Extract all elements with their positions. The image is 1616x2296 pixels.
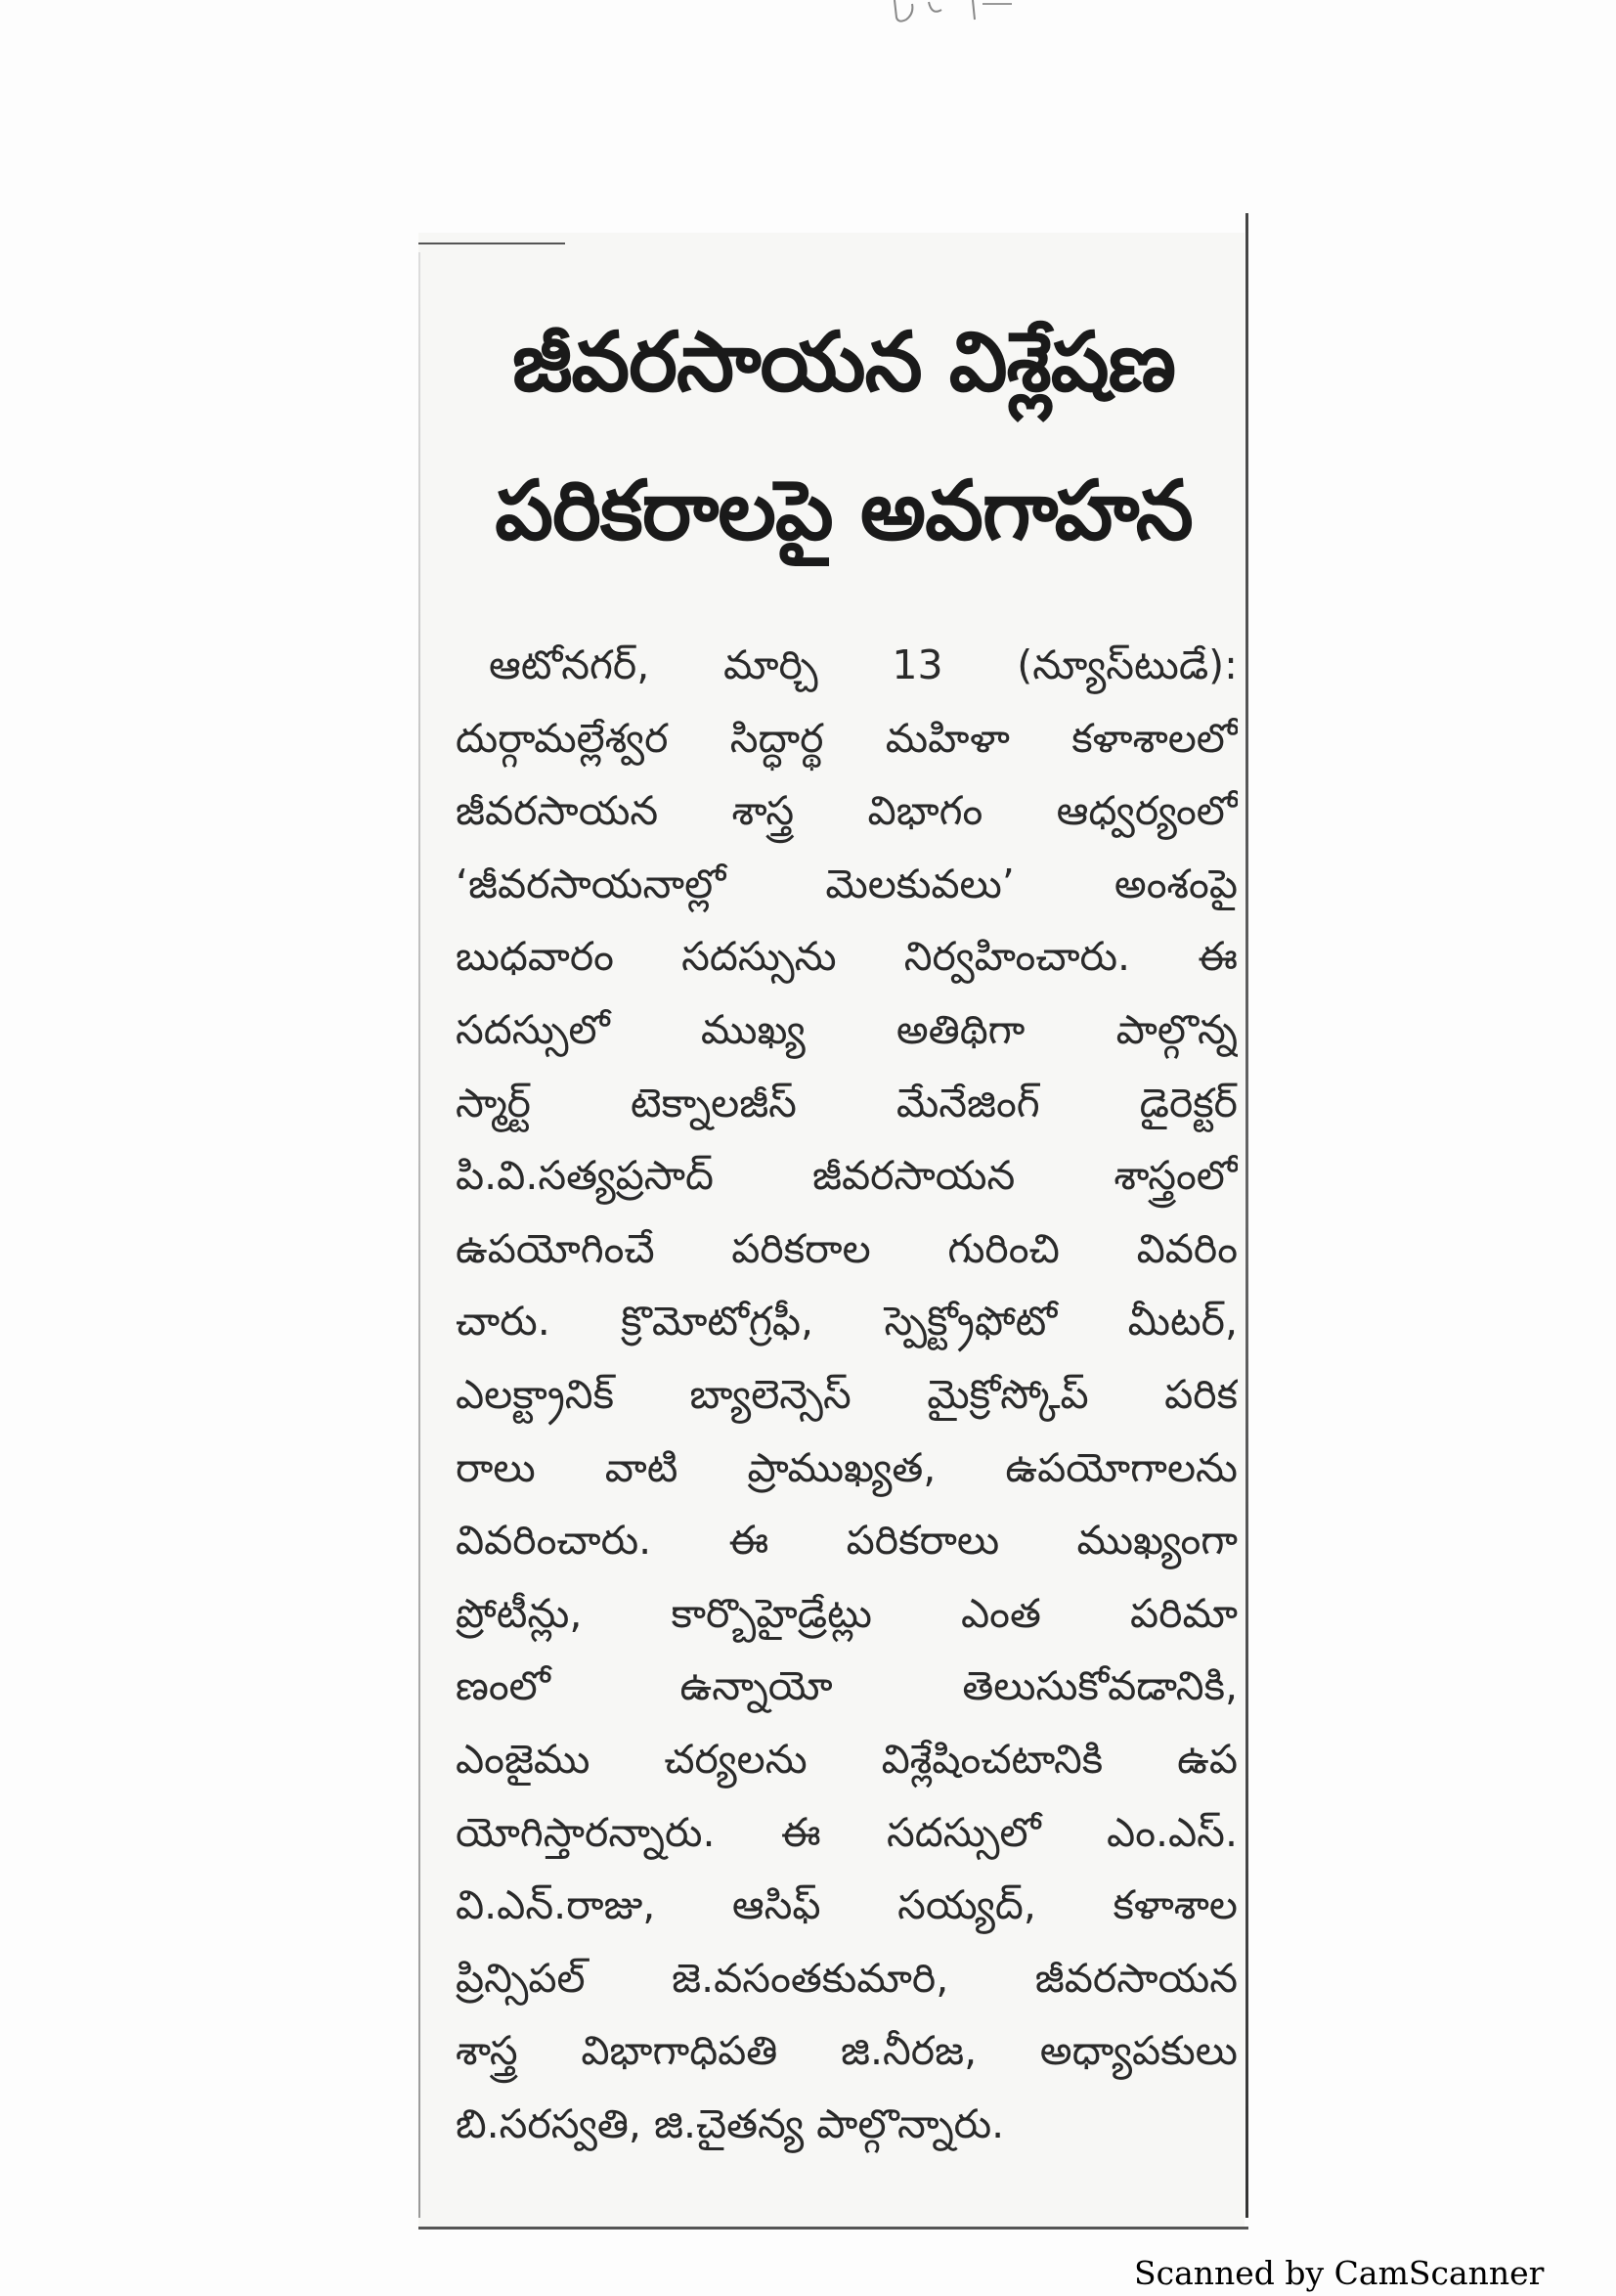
clipping-top-rule — [418, 243, 565, 244]
article-line: రాలు వాటి ప్రాముఖ్యత, ఉపయోగాలను — [456, 1443, 1238, 1491]
article-line: ‘జీవరసాయనాల్లో మెలకువలు’ అంశంపై — [456, 860, 1238, 907]
article-body — [456, 629, 1238, 2160]
article-line: జీవరసాయన శాస్త్ర విభాగం ఆధ్వర్యంలో — [456, 787, 1238, 835]
clipping-left-edge — [418, 252, 420, 2218]
article-line: ప్రోటీన్లు, కార్బొహైడ్రేట్లు ఎంత పరిమా — [456, 1589, 1238, 1637]
article-line: దుర్గామల్లేశ్వర సిద్ధార్థ మహిళా కళాశాలలో — [456, 714, 1238, 762]
clipping-bottom-edge — [418, 2227, 1248, 2230]
handwritten-mark — [885, 0, 1080, 29]
article-line: బుధవారం సదస్సును నిర్వహించారు. ఈ — [456, 933, 1238, 981]
article-line: స్మార్ట్ టెక్నాలజీస్ మేనేజింగ్ డైరెక్టర్ — [456, 1079, 1238, 1126]
article-line: యోగిస్తారన్నారు. ఈ సదస్సులో ఎం.ఎస్. — [456, 1808, 1238, 1856]
article-line: ఆటోనగర్, మార్చి 13 (న్యూస్‌టుడే): — [489, 641, 1238, 688]
article-line: వి.ఎన్.రాజు, ఆసిఫ్ సయ్యద్, కళాశాల — [456, 1881, 1238, 1929]
article-line: ఉపయోగించే పరికరాల గురించి వివరిం — [456, 1224, 1238, 1272]
article-line: వివరించారు. ఈ పరికరాలు ముఖ్యంగా — [456, 1517, 1238, 1565]
article-line: ప్రిన్సిపల్ జె.వసంతకుమారి, జీవరసాయన — [456, 1954, 1238, 2002]
article-line: శాస్త్ర విభాగాధిపతి జి.నీరజ, అధ్యాపకులు — [456, 2027, 1238, 2075]
headline-line-1: జీవరసాయన విశ్లేషణ — [512, 314, 1175, 410]
article-line: చారు. క్రొమోటోగ్రఫీ, స్పెక్ట్రోఫోటో మీటర్, — [456, 1298, 1238, 1346]
clipping-right-edge — [1245, 213, 1248, 2218]
article-line: ఎలక్ట్రానిక్ బ్యాలెన్సెస్ మైక్రోస్కోప్ పరిక — [456, 1370, 1238, 1418]
article-line: సదస్సులో ముఖ్య అతిథిగా పాల్గొన్న — [456, 1005, 1238, 1053]
headline-line-2: పరికరాలపై అవగాహన — [495, 463, 1193, 558]
article-headline — [458, 287, 1230, 585]
article-line: పి.వి.సత్యప్రసాద్ జీవరసాయన శాస్త్రంలో — [456, 1152, 1238, 1200]
article-line: బి.సరస్వతి, జి.చైతన్య పాల్గొన్నారు. — [456, 2099, 1005, 2147]
article-line: ఎంజైము చర్యలను విశ్లేషించటానికి ఉప — [456, 1735, 1238, 1783]
newspaper-clipping — [418, 233, 1245, 2230]
article-line: ణంలో ఉన్నాయో తెలుసుకోవడానికి, — [456, 1662, 1238, 1710]
camscanner-watermark: Scanned by CamScanner — [1134, 2254, 1545, 2292]
